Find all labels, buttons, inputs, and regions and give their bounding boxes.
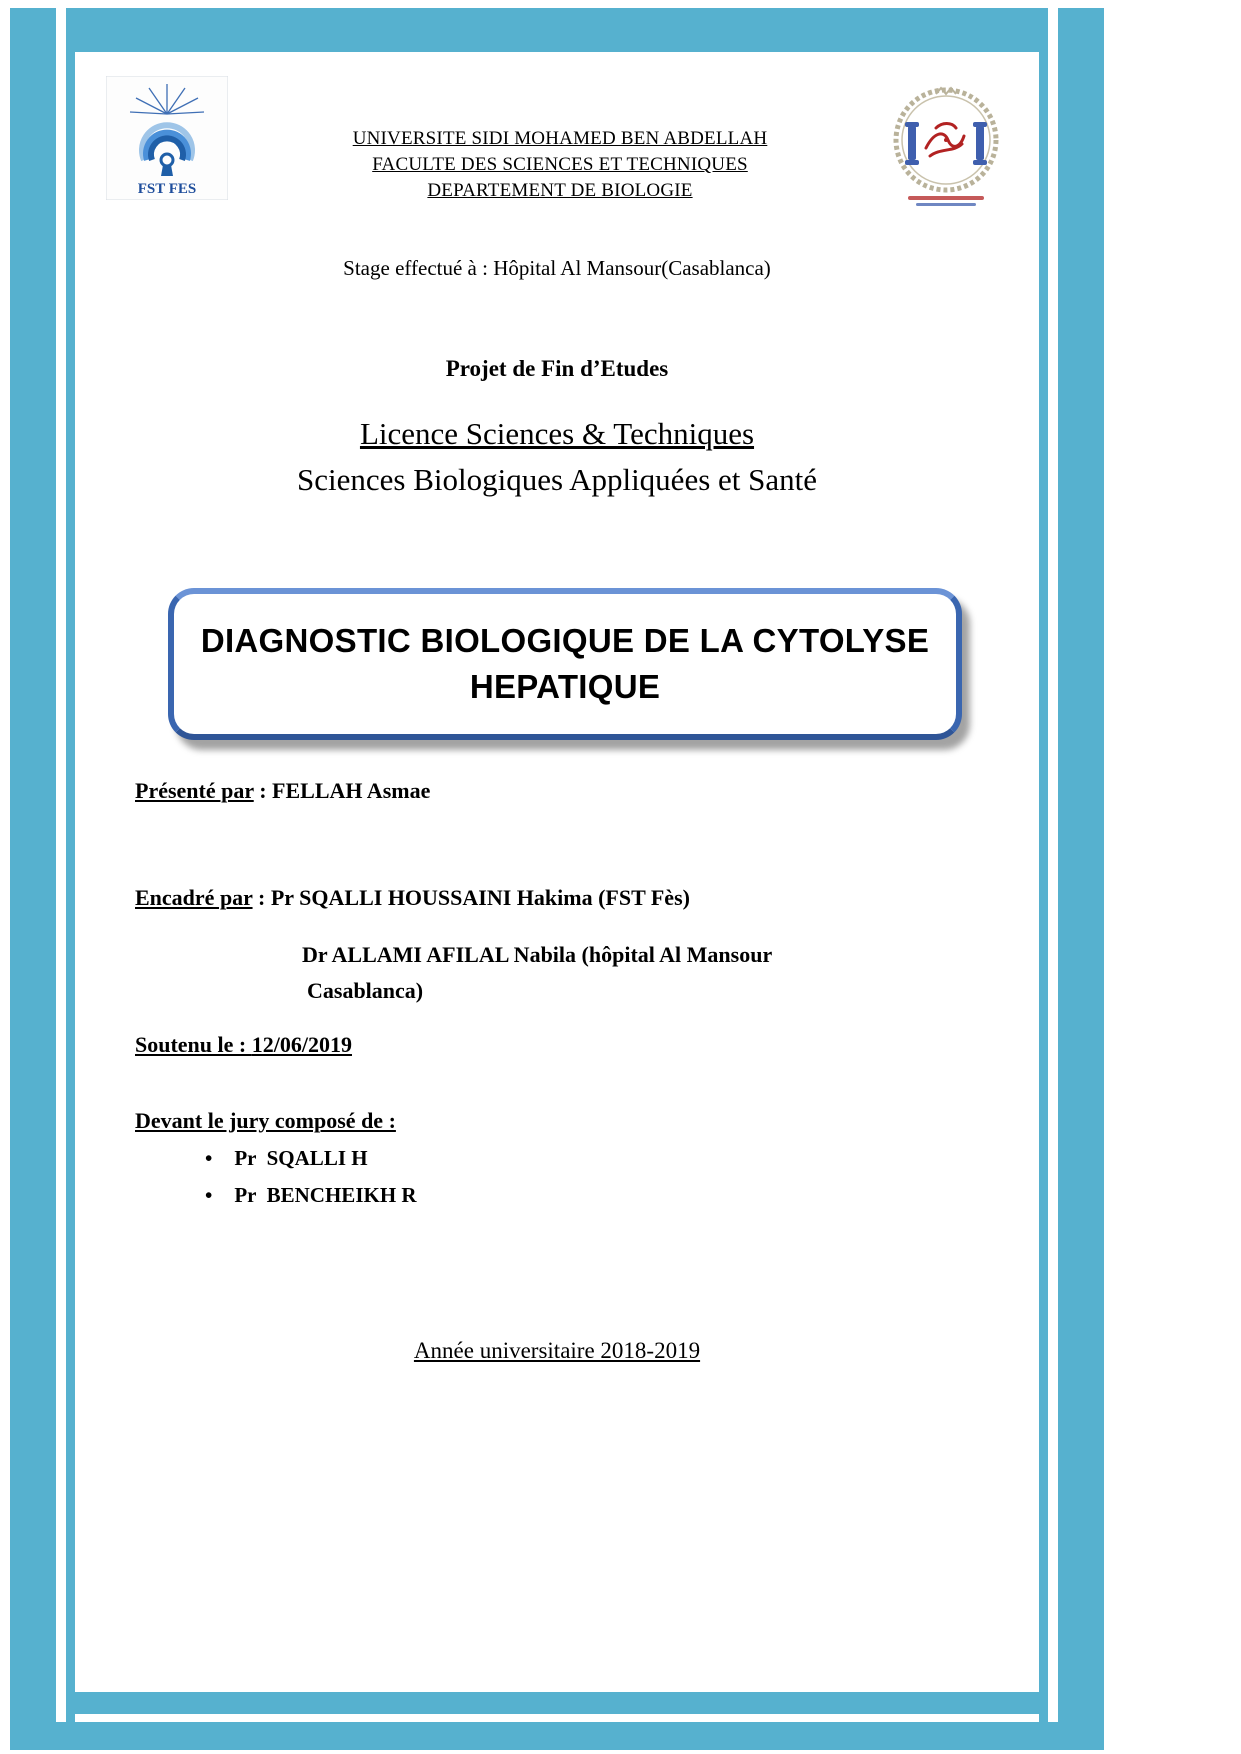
bullet-icon: •: [205, 1146, 213, 1170]
border-bar-top: [66, 8, 1048, 52]
bullet-icon: •: [205, 1183, 213, 1207]
fst-logo: [106, 76, 228, 200]
program-name: Sciences Biologiques Appliquées et Santé: [296, 462, 818, 497]
degree-name: Licence Sciences & Techniques: [359, 416, 755, 451]
jury-member-name: Pr SQALLI H: [234, 1146, 368, 1170]
report-title-line2: HEPATIQUE: [469, 668, 661, 705]
defense-date-label: Soutenu le :: [135, 1032, 252, 1057]
supervised-by-row: [135, 885, 690, 911]
academic-year-row: [0, 1338, 1114, 1364]
usmba-logo: [878, 82, 1014, 218]
supervisor-2: Dr ALLAMI AFILAL Nabila (hôpital Al Mansour: [302, 942, 773, 967]
defense-date-row: [135, 1032, 352, 1058]
defense-date-value: 12/06/2019: [251, 1032, 352, 1057]
faculty-name: FACULTE DES SCIENCES ET TECHNIQUES: [372, 154, 748, 176]
institution-header: [280, 126, 840, 205]
department-name: DEPARTEMENT DE BIOLOGIE: [427, 180, 693, 202]
supervised-by-label: Encadré par: [135, 885, 253, 910]
supervised-by-value: : Pr SQALLI HOUSSAINI Hakima (FST Fès): [252, 885, 690, 910]
border-bar-bottom-outer: [10, 1722, 1104, 1750]
presented-by-label: Présenté par: [135, 778, 254, 803]
jury-heading: [135, 1108, 396, 1134]
usmba-logo-icon: [878, 82, 1014, 218]
project-kind: Projet de Fin d’Etudes: [445, 356, 669, 381]
fst-logo-text: FST FES: [137, 181, 197, 197]
jury-member-row: [205, 1183, 417, 1208]
report-title-box: [168, 588, 962, 740]
presented-by-value: : FELLAH Asmae: [253, 778, 431, 803]
border-bar-bottom-inner: [66, 1692, 1048, 1714]
academic-year: Année universitaire 2018-2019: [413, 1338, 701, 1363]
supervisor-2-city: Casablanca): [307, 978, 424, 1003]
report-title-line1: DIAGNOSTIC BIOLOGIQUE DE LA CYTOLYSE: [200, 621, 930, 659]
jury-member-name: Pr BENCHEIKH R: [234, 1183, 417, 1207]
jury-member-row: [205, 1146, 368, 1171]
university-name: UNIVERSITE SIDI MOHAMED BEN ABDELLAH: [352, 128, 768, 149]
presented-by-row: [135, 778, 430, 804]
jury-heading-label: Devant le jury composé de :: [135, 1108, 396, 1133]
internship-location: Stage effectué à : Hôpital Al Mansour(Casablanca): [343, 256, 771, 280]
fst-logo-icon: [106, 76, 228, 200]
